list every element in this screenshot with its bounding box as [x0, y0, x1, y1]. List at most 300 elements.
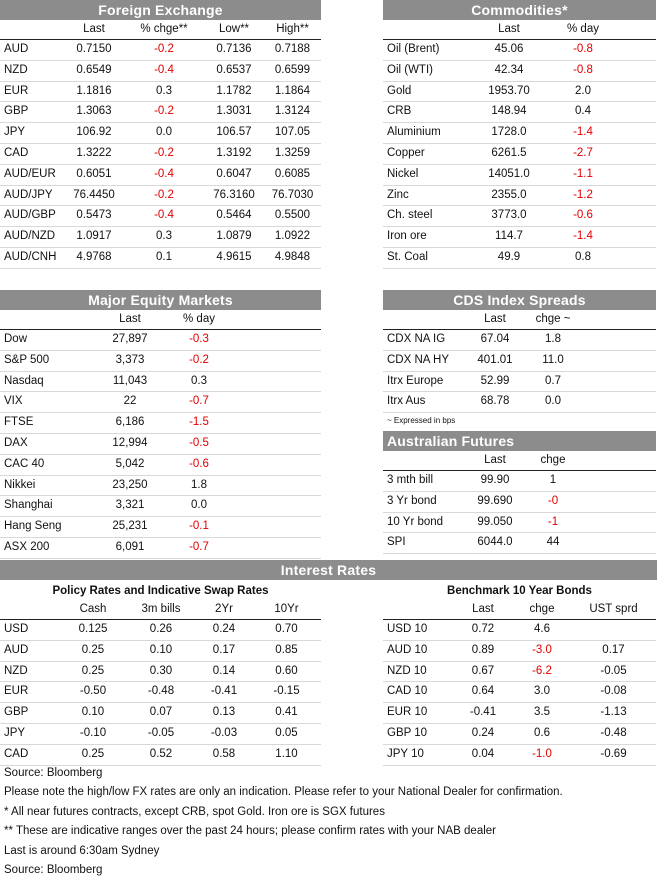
commodities-cell: 3773.0 [491, 209, 527, 222]
equity-row-label: Nasdaq [4, 374, 44, 387]
table-row [0, 330, 321, 351]
commodities-cell: 1953.70 [488, 84, 530, 97]
futures-cell: 1 [549, 474, 557, 486]
equity-spacer [228, 413, 321, 434]
interest-bonds-row-label: AUD 10 [387, 643, 428, 656]
commodities-cell: 14051.0 [488, 167, 530, 180]
fx-panel [0, 0, 321, 269]
fx-cell: -0.2 [154, 43, 174, 55]
commodities-cell: -1.4 [573, 230, 593, 243]
interest-policy-cell: 0.58 [212, 747, 236, 760]
fx-cell: 76.3160 [213, 188, 255, 201]
equity-cell: 6,091 [115, 540, 145, 553]
futures-panel [383, 431, 656, 554]
policy-panel [0, 582, 321, 766]
commodities-row-label: Copper [387, 146, 425, 159]
commodities-cell: -1.2 [573, 188, 593, 201]
fx-cell: -0.4 [154, 167, 174, 180]
cds-panel [383, 290, 656, 429]
table-row [0, 81, 321, 102]
commodities-cell: -1.4 [573, 126, 593, 139]
fx-cell: 1.3222 [76, 146, 112, 159]
interest-policy-cell: 0.41 [275, 706, 298, 719]
cds-row-label: Itrx Aus [387, 395, 426, 408]
interest-policy-cell: 0.26 [149, 623, 173, 635]
commodities-spacer [615, 227, 656, 248]
fx-cell: 106.92 [76, 126, 112, 139]
table-row [383, 40, 656, 61]
fx-cell: 4.9768 [76, 250, 112, 263]
commodities-spacer [615, 247, 656, 268]
table-row [0, 703, 321, 724]
table-row [0, 661, 321, 682]
interest-policy-cell: -0.50 [79, 685, 107, 698]
interest-policy-cell: 0.25 [81, 747, 105, 760]
cds-spacer [583, 392, 656, 413]
interest-title: Interest Rates [0, 560, 657, 580]
cds-row-label: CDX NA HY [387, 353, 449, 366]
equity-row-label: FTSE [4, 416, 34, 429]
table-row [0, 537, 321, 558]
interest-policy-cell: 0.14 [212, 664, 236, 677]
fx-title: Foreign Exchange [0, 0, 321, 20]
fx-column-header: High** [276, 23, 309, 35]
table-row [383, 723, 656, 744]
commodities-cell: 45.06 [494, 43, 524, 55]
commodities-column-header [383, 20, 467, 40]
cds-footnote: ~ Expressed in bps [387, 416, 456, 426]
equity-spacer [228, 475, 321, 496]
table-row [0, 433, 321, 454]
fx-cell: 0.3 [156, 230, 172, 243]
futures-spacer [583, 533, 656, 554]
commodities-spacer [615, 143, 656, 164]
interest-bonds-header-row [383, 600, 656, 620]
commodities-cell: -0.6 [573, 209, 593, 222]
fx-column-header: Low** [218, 23, 250, 35]
table-row [383, 60, 656, 81]
table-row [0, 206, 321, 227]
equity-cell: 12,994 [112, 436, 148, 449]
fx-cell: 0.0 [156, 126, 172, 139]
cds-table [383, 310, 656, 413]
commodities-column-header: Last [498, 23, 520, 35]
equity-cell: 22 [123, 395, 137, 408]
cds-column-header: Last [484, 313, 506, 325]
table-row [383, 640, 656, 661]
fx-cell: 0.5473 [76, 209, 112, 222]
equity-spacer [228, 496, 321, 517]
commodities-row-label: Zinc [387, 188, 409, 201]
equity-cell: 11,043 [112, 374, 148, 387]
interest-bonds-cell: 3.0 [534, 685, 550, 698]
interest-policy-cell: 0.60 [275, 664, 298, 677]
table-row [0, 143, 321, 164]
commodities-cell: 42.34 [494, 63, 524, 76]
table-row [383, 392, 656, 413]
equity-row-label: DAX [4, 436, 28, 449]
futures-title: Australian Futures [383, 431, 656, 451]
commodities-spacer [615, 123, 656, 144]
equity-cell: -0.1 [189, 520, 209, 533]
table-row [0, 247, 321, 268]
fx-cell: 0.7150 [76, 43, 112, 55]
interest-policy-column-header: Cash [79, 603, 107, 615]
interest-policy-cell: 0.85 [275, 643, 298, 656]
cds-column-header: chge ~ [535, 313, 571, 325]
interest-bonds-row-label: CAD 10 [387, 685, 428, 698]
table-row [383, 123, 656, 144]
interest-policy-cell: 0.17 [212, 643, 236, 656]
table-row [0, 640, 321, 661]
interest-bonds-cell: 0.89 [471, 643, 495, 656]
table-row [383, 533, 656, 554]
table-row [0, 371, 321, 392]
futures-cell: 99.90 [480, 474, 510, 486]
interest-policy-row-label: JPY [4, 726, 26, 739]
fx-cell: 0.1 [156, 250, 172, 263]
interest-policy-row-label: EUR [4, 685, 29, 698]
interest-bonds-cell: 0.04 [471, 747, 495, 760]
note-ranges: ** These are indicative ranges over the past 24 hours; please confirm rates with your NAB dealer [4, 825, 496, 837]
interest-bonds-cell: -1.0 [532, 747, 552, 760]
equity-cell: 3,373 [115, 353, 145, 366]
fx-cell: 1.1816 [76, 84, 112, 97]
commodities-panel [383, 0, 656, 269]
commodities-cell: -1.1 [573, 167, 593, 180]
commodities-cell: 148.94 [491, 105, 527, 118]
commodities-row-label: Iron ore [387, 230, 427, 243]
equity-cell: 23,250 [112, 478, 148, 491]
table-row [0, 517, 321, 538]
futures-header-row [383, 451, 656, 471]
note-fx-disclaimer: Please note the high/low FX rates are only an indication. Please refer to your National Dealer for confirmation. [4, 786, 563, 798]
interest-policy-row-label: GBP [4, 706, 29, 719]
futures-column-header: chge [540, 454, 566, 466]
fx-cell: 0.6549 [76, 63, 112, 76]
fx-table [0, 20, 321, 269]
equity-column-header: Last [119, 313, 141, 325]
equity-spacer [228, 433, 321, 454]
commodities-cell: 0.4 [575, 105, 591, 118]
futures-spacer [583, 491, 656, 512]
commodities-spacer [615, 60, 656, 81]
interest-policy-cell: 0.70 [275, 623, 298, 635]
commodities-row-label: Nickel [387, 167, 419, 180]
table-row [383, 102, 656, 123]
fx-row-label: GBP [4, 105, 29, 118]
commodities-table [383, 20, 656, 269]
fx-cell: 1.0922 [274, 230, 311, 243]
fx-cell: -0.2 [154, 188, 174, 201]
interest-policy-cell: 0.25 [81, 643, 105, 656]
equity-spacer [228, 454, 321, 475]
commodities-cell: 2.0 [575, 84, 591, 97]
equity-spacer [228, 392, 321, 413]
equity-cell: -0.6 [189, 457, 209, 470]
commodities-cell: -0.8 [573, 63, 593, 76]
fx-cell: 1.3259 [274, 146, 311, 159]
interest-policy-cell: 0.10 [149, 643, 173, 656]
commodities-row-label: Aluminium [387, 126, 441, 139]
table-row [383, 682, 656, 703]
cds-row-label: Itrx Europe [387, 374, 444, 387]
interest-policy-column-header [0, 600, 60, 620]
cds-column-header [383, 310, 467, 330]
equity-spacer [228, 310, 321, 330]
equity-cell: -0.3 [189, 333, 209, 345]
equity-spacer [228, 517, 321, 538]
fx-row-label: JPY [4, 126, 26, 139]
fx-cell: 1.3031 [216, 105, 252, 118]
interest-policy-cell: -0.03 [210, 726, 238, 739]
interest-policy-cell: -0.10 [79, 726, 107, 739]
fx-cell: 1.0917 [76, 230, 112, 243]
futures-row-label: 10 Yr bond [387, 515, 444, 528]
interest-bonds-column-header: UST sprd [589, 603, 638, 615]
interest-policy-cell: 0.13 [212, 706, 236, 719]
commodities-title: Commodities* [383, 0, 656, 20]
fx-cell: 0.6537 [216, 63, 252, 76]
equity-cell: 5,042 [115, 457, 145, 470]
interest-bonds-row-label: GBP 10 [387, 726, 428, 739]
interest-bonds-cell: 0.6 [534, 726, 550, 739]
commodities-row-label: Gold [387, 84, 412, 97]
fx-cell: 1.0879 [216, 230, 252, 243]
fx-column-header: % chge** [140, 23, 188, 35]
bonds-table [383, 600, 656, 766]
cds-row-label: CDX NA IG [387, 333, 446, 345]
cds-spacer [583, 350, 656, 371]
interest-bonds-row-label: USD 10 [387, 623, 428, 635]
interest-policy-cell: -0.41 [210, 685, 238, 698]
equity-spacer [228, 350, 321, 371]
table-row [383, 81, 656, 102]
equity-cell: 6,186 [115, 416, 145, 429]
fx-row-label: AUD/NZD [4, 230, 56, 243]
fx-cell: 0.7188 [274, 43, 311, 55]
fx-row-label: CAD [4, 146, 29, 159]
fx-header-row [0, 20, 321, 40]
interest-bonds-cell: -0.69 [600, 747, 627, 760]
cds-cell: 67.04 [480, 333, 510, 345]
futures-spacer [583, 451, 656, 471]
futures-row-label: 3 Yr bond [387, 494, 437, 507]
cds-spacer [583, 310, 656, 330]
futures-row-label: SPI [387, 536, 406, 549]
interest-policy-cell: 0.25 [81, 664, 105, 677]
commodities-spacer [615, 20, 656, 40]
bonds-subtitle: Benchmark 10 Year Bonds [447, 585, 592, 597]
interest-bonds-column-header: Last [472, 603, 494, 615]
table-row [383, 512, 656, 533]
equity-row-label: Hang Seng [4, 520, 62, 533]
interest-policy-cell: 0.24 [212, 623, 236, 635]
table-row [383, 371, 656, 392]
interest-bonds-cell: -0.48 [600, 726, 627, 739]
equity-row-label: Dow [4, 333, 28, 345]
equity-spacer [228, 537, 321, 558]
equity-column-header: % day [183, 313, 215, 325]
table-row [383, 247, 656, 268]
equity-spacer [228, 330, 321, 351]
table-row [0, 40, 321, 61]
cds-cell: 0.0 [545, 395, 561, 408]
cds-cell: 68.78 [480, 395, 510, 408]
commodities-spacer [615, 164, 656, 185]
table-row [383, 491, 656, 512]
equity-row-label: ASX 200 [4, 540, 50, 553]
interest-bonds-cell: -1.13 [600, 706, 627, 719]
commodities-spacer [615, 206, 656, 227]
commodities-header-row [383, 20, 656, 40]
table-row [0, 744, 321, 765]
equity-cell: 27,897 [112, 333, 148, 345]
interest-bonds-cell: 3.5 [534, 706, 550, 719]
table-row [383, 661, 656, 682]
interest-bonds-cell: -0.08 [600, 685, 627, 698]
cds-spacer [583, 330, 656, 351]
interest-policy-header-row [0, 600, 321, 620]
cds-cell: 11.0 [542, 353, 564, 366]
table-row [383, 330, 656, 351]
table-row [0, 475, 321, 496]
interest-bonds-cell [571, 620, 656, 641]
table-row [0, 682, 321, 703]
cds-cell: 52.99 [480, 374, 510, 387]
table-row [383, 703, 656, 724]
interest-policy-cell: 0.07 [149, 706, 173, 719]
equity-title: Major Equity Markets [0, 290, 321, 310]
interest-bonds-cell: 0.67 [471, 664, 495, 677]
equity-row-label: S&P 500 [4, 353, 50, 366]
equity-cell: -0.2 [189, 353, 209, 366]
interest-bonds-cell: -3.0 [532, 643, 552, 656]
commodities-cell: 2355.0 [491, 188, 527, 201]
table-row [0, 620, 321, 641]
fx-row-label: AUD/GBP [4, 209, 56, 222]
interest-bonds-column-header: chge [529, 603, 555, 615]
equity-table [0, 310, 321, 559]
equity-cell: 0.3 [191, 374, 207, 387]
interest-panel [0, 560, 657, 580]
bonds-panel [383, 582, 656, 766]
commodities-spacer [615, 185, 656, 206]
equity-column-header [0, 310, 90, 330]
futures-cell: -0 [547, 494, 559, 507]
note-futures: * All near futures contracts, except CRB, spot Gold. Iron ore is SGX futures [4, 806, 385, 818]
fx-column-header [0, 20, 64, 40]
table-row [0, 227, 321, 248]
fx-cell: -0.2 [154, 105, 174, 118]
interest-policy-row-label: CAD [4, 747, 29, 760]
futures-column-header [383, 451, 467, 471]
table-row [383, 744, 656, 765]
futures-cell: 44 [546, 536, 560, 549]
fx-cell: 0.6047 [216, 167, 252, 180]
fx-cell: 1.1864 [274, 84, 311, 97]
fx-column-header: Last [83, 23, 105, 35]
futures-cell: 99.050 [477, 515, 513, 528]
fx-cell: 0.6051 [76, 167, 112, 180]
interest-policy-row-label: NZD [4, 664, 28, 677]
cds-header-row [383, 310, 656, 330]
interest-policy-cell: -0.15 [273, 685, 300, 698]
fx-cell: -0.2 [154, 146, 174, 159]
futures-spacer [583, 512, 656, 533]
fx-row-label: EUR [4, 84, 29, 97]
fx-cell: 1.3124 [274, 105, 311, 118]
interest-bonds-cell: -0.05 [600, 664, 627, 677]
table-row [383, 164, 656, 185]
commodities-cell: 1728.0 [491, 126, 527, 139]
commodities-cell: 114.7 [495, 230, 523, 243]
policy-table [0, 600, 321, 766]
futures-cell: 99.690 [477, 494, 513, 507]
interest-policy-column-header: 10Yr [274, 603, 299, 615]
interest-bonds-cell: -0.41 [469, 706, 497, 719]
table-row [0, 496, 321, 517]
commodities-row-label: Oil (WTI) [387, 63, 433, 76]
cds-title: CDS Index Spreads [383, 290, 656, 310]
fx-cell: 0.5500 [274, 209, 311, 222]
equity-cell: -1.5 [189, 416, 209, 429]
commodities-cell: 49.9 [497, 250, 521, 263]
futures-spacer [583, 471, 656, 492]
equity-cell: 25,231 [112, 520, 148, 533]
equity-header-row [0, 310, 321, 330]
interest-bonds-cell: 4.6 [534, 623, 550, 635]
commodities-row-label: CRB [387, 105, 412, 118]
equity-cell: 0.0 [191, 499, 207, 512]
fx-row-label: NZD [4, 63, 28, 76]
note-source-2: Source: Bloomberg [4, 864, 103, 876]
equity-cell: -0.7 [189, 395, 209, 408]
table-row [0, 350, 321, 371]
commodities-cell: 0.8 [575, 250, 591, 263]
note-source-1: Source: Bloomberg [4, 767, 103, 779]
interest-policy-row-label: AUD [4, 643, 29, 656]
equity-panel [0, 290, 321, 559]
fx-cell: 1.3063 [76, 105, 112, 118]
interest-policy-cell: 0.52 [149, 747, 173, 760]
interest-bonds-cell: 0.24 [471, 726, 495, 739]
interest-bonds-row-label: JPY 10 [387, 747, 424, 760]
policy-subtitle: Policy Rates and Indicative Swap Rates [52, 585, 269, 597]
table-row [383, 143, 656, 164]
table-row [383, 471, 656, 492]
fx-cell: 1.3192 [216, 146, 252, 159]
table-row [0, 164, 321, 185]
interest-policy-cell: -0.48 [147, 685, 175, 698]
futures-cell: -1 [547, 515, 559, 528]
futures-row-label: 3 mth bill [387, 474, 434, 486]
table-row [0, 123, 321, 144]
interest-bonds-row-label: EUR 10 [387, 706, 428, 719]
fx-cell: 0.7136 [216, 43, 252, 55]
fx-cell: 0.6085 [274, 167, 311, 180]
table-row [0, 723, 321, 744]
equity-cell: 1.8 [191, 478, 207, 491]
commodities-column-header: % day [567, 23, 599, 35]
futures-column-header: Last [484, 454, 506, 466]
interest-bonds-cell: -6.2 [532, 664, 552, 677]
fx-cell: 76.4450 [73, 188, 115, 201]
table-row [0, 413, 321, 434]
table-row [383, 227, 656, 248]
interest-policy-row-label: USD [4, 623, 29, 635]
equity-cell: -0.5 [189, 436, 209, 449]
